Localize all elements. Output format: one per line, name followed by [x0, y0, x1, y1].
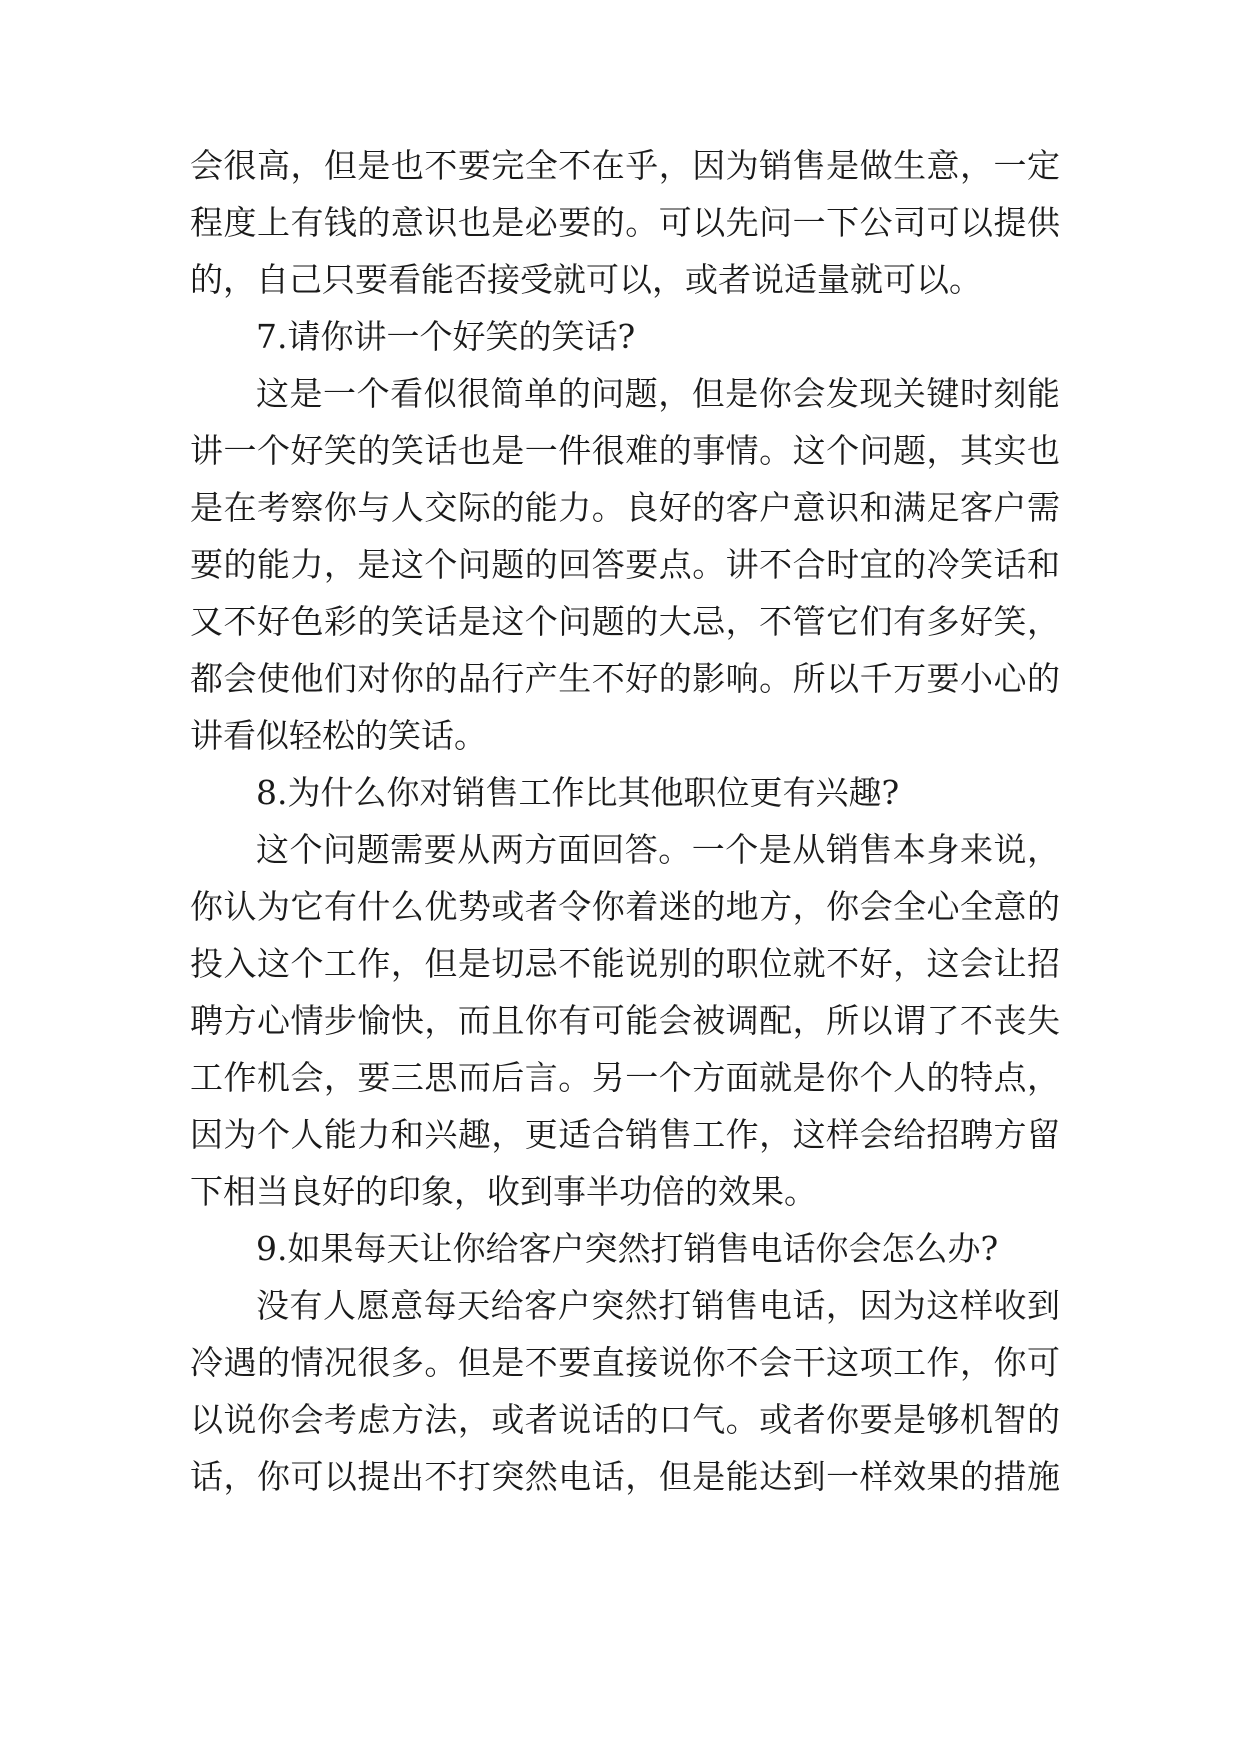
- text-line: 讲一个好笑的笑话也是一件很难的事情。这个问题，其实也: [190, 431, 1060, 470]
- text-line: 这是一个看似很简单的问题，但是你会发现关键时刻能: [256, 374, 1060, 413]
- text-line: 你认为它有什么优势或者令你着迷的地方，你会全心全意的: [190, 887, 1060, 926]
- text-line: 的，自己只要看能否接受就可以，或者说适量就可以。: [190, 260, 982, 299]
- text-line: 都会使他们对你的品行产生不好的影响。所以千万要小心的: [190, 659, 1060, 698]
- text-line: 要的能力，是这个问题的回答要点。讲不合时宜的冷笑话和: [190, 545, 1060, 584]
- text-line: 这个问题需要从两方面回答。一个是从销售本身来说，: [256, 830, 1060, 869]
- text-line: 程度上有钱的意识也是必要的。可以先问一下公司可以提供: [190, 203, 1060, 242]
- section-heading: 8.为什么你对销售工作比其他职位更有兴趣?: [256, 773, 900, 812]
- text-line: 话，你可以提出不打突然电话，但是能达到一样效果的措施: [190, 1457, 1060, 1496]
- section-heading: 7.请你讲一个好笑的笑话?: [256, 317, 636, 356]
- text-line: 讲看似轻松的笑话。: [190, 716, 487, 755]
- section-heading: 9.如果每天让你给客户突然打销售电话你会怎么办?: [256, 1229, 999, 1268]
- text-line: 下相当良好的印象，收到事半功倍的效果。: [190, 1172, 817, 1211]
- text-line: 聘方心情步愉快，而且你有可能会被调配，所以谓了不丧失: [190, 1001, 1060, 1040]
- text-line: 冷遇的情况很多。但是不要直接说你不会干这项工作，你可: [190, 1343, 1060, 1382]
- text-line: 没有人愿意每天给客户突然打销售电话，因为这样收到: [256, 1286, 1060, 1325]
- text-line: 工作机会，要三思而后言。另一个方面就是你个人的特点，: [190, 1058, 1060, 1097]
- text-line: 因为个人能力和兴趣，更适合销售工作，这样会给招聘方留: [190, 1115, 1060, 1154]
- text-line: 投入这个工作，但是切忌不能说别的职位就不好，这会让招: [190, 944, 1060, 983]
- text-line: 又不好色彩的笑话是这个问题的大忌，不管它们有多好笑，: [190, 602, 1060, 641]
- text-line: 是在考察你与人交际的能力。良好的客户意识和满足客户需: [190, 488, 1060, 527]
- text-line: 以说你会考虑方法，或者说话的口气。或者你要是够机智的: [190, 1400, 1060, 1439]
- text-line: 会很高，但是也不要完全不在乎，因为销售是做生意，一定: [190, 146, 1060, 185]
